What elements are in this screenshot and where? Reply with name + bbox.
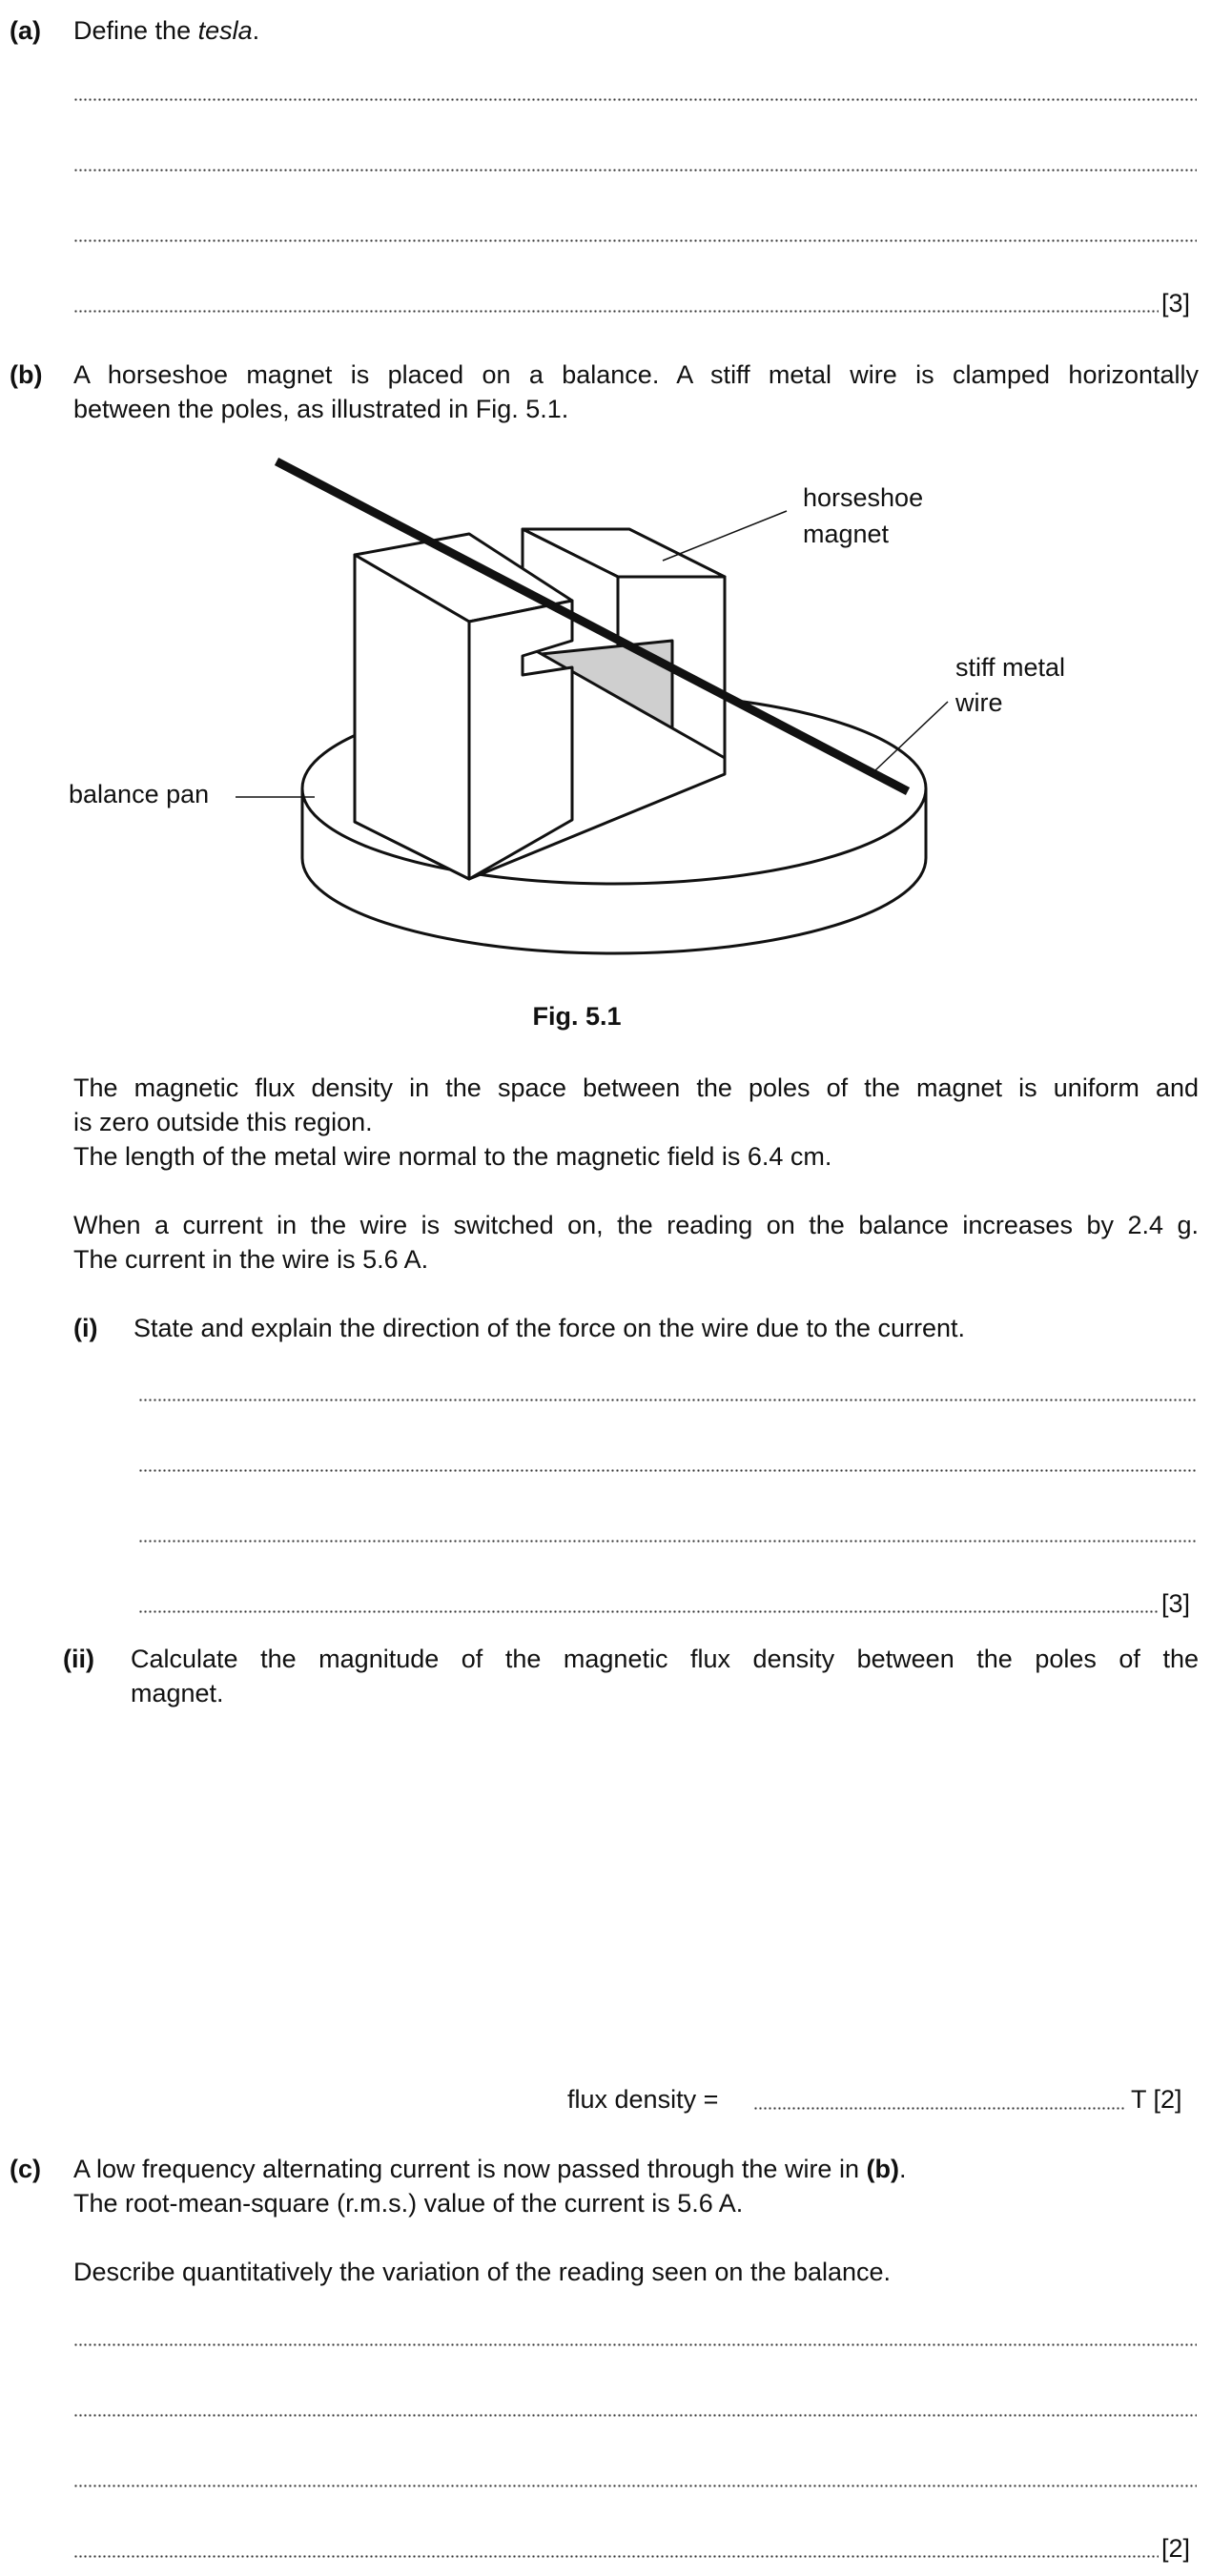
- figure-caption: Fig. 5.1: [532, 1002, 622, 1031]
- part-c-line1: A low frequency alternating current is now passed through the wire in (b).: [73, 2155, 907, 2183]
- part-c-line2: The root-mean-square (r.m.s.) value of the current is 5.6 A.: [73, 2189, 744, 2218]
- mark-c: [2]: [1161, 2534, 1191, 2563]
- answer-line-a-2[interactable]: [73, 169, 1197, 172]
- answer-line-a-3[interactable]: [73, 239, 1197, 242]
- magnet-front-pole: [355, 534, 572, 879]
- sub-i-label: (i): [73, 1314, 98, 1342]
- answer-line-c-4[interactable]: [73, 2555, 1159, 2558]
- answer-line-c-2[interactable]: [73, 2414, 1197, 2417]
- sub-ii-label: (ii): [63, 1645, 94, 1673]
- label-wire-1: stiff metal: [955, 653, 1066, 682]
- part-c-label: (c): [10, 2155, 41, 2183]
- part-a-question: Define the tesla.: [73, 16, 260, 45]
- part-b-label: (b): [10, 360, 43, 389]
- label-balance-pan: balance pan: [69, 780, 210, 808]
- label-magnet-2: magnet: [803, 520, 890, 548]
- mark-b-ii: T [2]: [1131, 2085, 1182, 2114]
- mark-b-i: [3]: [1161, 1589, 1191, 1618]
- part-c-line3: Describe quantitatively the variation of the reading seen on the balance.: [73, 2258, 892, 2286]
- answer-line-bi-4[interactable]: [138, 1610, 1159, 1613]
- flux-density-answer-line[interactable]: [753, 2107, 1125, 2110]
- para1-line2: is zero outside this region.: [73, 1108, 373, 1136]
- answer-line-c-1[interactable]: [73, 2343, 1197, 2346]
- para1-line3: The length of the metal wire normal to the magnetic field is 6.4 cm.: [73, 1142, 832, 1171]
- answer-line-a-1[interactable]: [73, 98, 1197, 101]
- flux-density-label: flux density =: [567, 2085, 719, 2114]
- sub-ii-question-2: magnet.: [131, 1679, 224, 1707]
- answer-line-bi-1[interactable]: [138, 1399, 1197, 1401]
- para2-line1: When a current in the wire is switched on, the reading on the balance increases by 2.4 g.: [73, 1211, 1199, 1239]
- part-b-intro-2: between the poles, as illustrated in Fig. 5.1.: [73, 395, 569, 423]
- label-magnet-1: horseshoe: [803, 483, 924, 512]
- sub-i-question: State and explain the direction of the force on the wire due to the current.: [133, 1314, 966, 1342]
- para2-line2: The current in the wire is 5.6 A.: [73, 1245, 429, 1274]
- part-b-intro-1: A horseshoe magnet is placed on a balance. A stiff metal wire is clamped horizontally: [73, 360, 1199, 389]
- answer-line-a-4[interactable]: [73, 310, 1159, 313]
- sub-ii-question-1: Calculate the magnitude of the magnetic flux density between the poles of the: [131, 1645, 1199, 1673]
- answer-line-c-3[interactable]: [73, 2484, 1197, 2487]
- answer-line-bi-2[interactable]: [138, 1469, 1197, 1472]
- mark-a: [3]: [1161, 289, 1191, 317]
- para1-line1: The magnetic flux density in the space between the poles of the magnet is uniform and: [73, 1073, 1199, 1102]
- part-a-label: (a): [10, 16, 41, 45]
- answer-line-bi-3[interactable]: [138, 1540, 1197, 1543]
- magnet-leader: [663, 511, 787, 561]
- label-wire-2: wire: [955, 688, 1003, 717]
